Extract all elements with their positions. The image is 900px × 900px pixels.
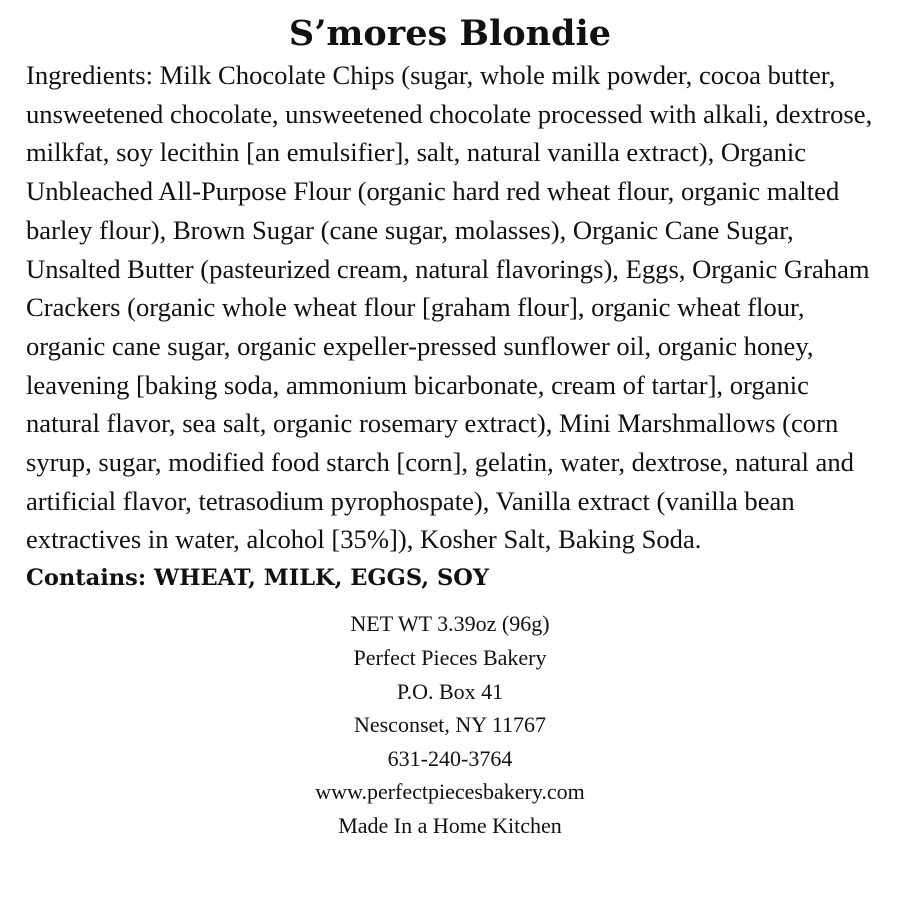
ingredients-text: Ingredients: Milk Chocolate Chips (sugar, whole milk powder, cocoa butter, unsweetened chocolate, unsweetened chocolate processed with alkali, dextrose, milkfat, soy lecithin [an emulsifier], salt, natural vanilla extract), Organic Unbleached All-Purpose Flour (organic hard red wheat flour, organic malted barley flour), Brown Sugar (cane sugar, molasses), Organic Cane Sugar, Unsalted Butter (pasteurized cream, natural flavorings), Eggs, Organic Graham Crackers (organic whole wheat flour [graham flour], organic wheat flour, organic cane sugar, organic expeller-pressed sunflower oil, organic honey, leavening [baking soda, ammonium bicarbonate, cream of tartar], organic natural flavor, sea salt, organic rosemary extract), Mini Marshmallows (corn syrup, sugar, modified food starch [corn], gelatin, water, dextrose, natural and artificial flavor, tetrasodium pyrophospate), Vanilla extract (vanilla bean extractives in water, alcohol [35%]), Kosher Salt, Baking Soda. xyxy=(26,60,873,555)
city-state-zip: Nesconset, NY 11767 xyxy=(353,712,547,738)
allergen-statement xyxy=(26,559,874,597)
net-weight: NET WT 3.39oz (96g) xyxy=(350,611,550,637)
website: www.perfectpiecesbakery.com xyxy=(315,779,585,805)
bakery-name: Perfect Pieces Bakery xyxy=(353,645,547,671)
home-kitchen-note: Made In a Home Kitchen xyxy=(338,812,562,838)
allergen-list: WHEAT, MILK, EGGS, SOY xyxy=(153,565,489,592)
po-box: P.O. Box 41 xyxy=(396,678,504,704)
contains-label: Contains: xyxy=(26,565,147,592)
phone-number: 631-240-3764 xyxy=(387,745,513,771)
product-title: S’mores Blondie xyxy=(288,13,612,54)
label-footer xyxy=(26,607,874,842)
